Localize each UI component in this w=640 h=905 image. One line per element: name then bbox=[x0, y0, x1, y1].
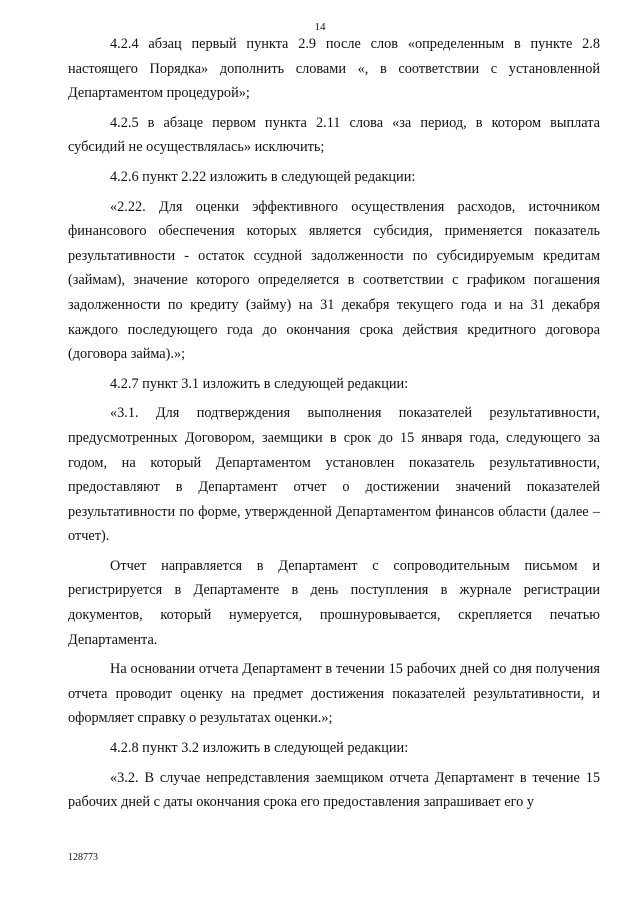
paragraph-2-22-text: «2.22. Для оценки эффективного осуществления расходов, источником финансового обеспечения которых является субсидия, применяется показатель результативности - остаток ссудной задолженности по субсидируемым кредитам (займам), значение которого определяется в соответствии с графиком погашения задолженности по кредиту (займу) на 31 декабря текущего года и на 31 декабря каждого последующего года до окончания срока действия кредитного договора (договора займа).»; bbox=[68, 198, 600, 363]
paragraph-4-2-6: 4.2.6 пункт 2.22 изложить в следующей редакции: bbox=[110, 168, 416, 185]
paragraph-4-2-4: 4.2.4 абзац первый пункта 2.9 после слов «определенным в пункте 2.8 настоящего Порядка» дополнить словами «, в соответствии с установленной Департаментом процедурой»; bbox=[68, 36, 600, 102]
paragraph-4-2-8: 4.2.8 пункт 3.2 изложить в следующей редакции: bbox=[110, 740, 409, 757]
paragraph-4-2-7: 4.2.7 пункт 3.1 изложить в следующей редакции: bbox=[110, 375, 409, 392]
paragraph-report-assessment: На основании отчета Департамент в течении 15 рабочих дней со дня получения отчета проводит оценку на предмет достижения показателей результативности, и оформляет справку о результатах оценки.»; bbox=[68, 661, 600, 727]
paragraph-report-registration: Отчет направляется в Департамент с сопроводительным письмом и регистрируется в Департаменте в день поступления в журнале регистрации документов, который нумеруется, прошнуровывается, скрепляется печатью Департамента. bbox=[68, 557, 600, 648]
document-body bbox=[68, 32, 600, 820]
document-code: 128773 bbox=[68, 852, 98, 863]
paragraph-3-1-text: «3.1. Для подтверждения выполнения показателей результативности, предусмотренных Договором, заемщики в срок до 15 января года, следующего за годом, на который Департаментом установлен показатель результативности, предоставляют в Департамент отчет о достижении значений показателей результативности по форме, утвержденной Департаментом финансов области (далее – отчет). bbox=[68, 405, 600, 545]
paragraph-4-2-5: 4.2.5 в абзаце первом пункта 2.11 слова «за период, в котором выплата субсидий не осуществлялась» исключить; bbox=[68, 114, 600, 156]
paragraph-3-2-text: «3.2. В случае непредставления заемщиком отчета Департамент в течение 15 рабочих дней с даты окончания срока его предоставления запрашивает его у bbox=[68, 769, 600, 811]
page-number: 14 bbox=[314, 21, 326, 33]
